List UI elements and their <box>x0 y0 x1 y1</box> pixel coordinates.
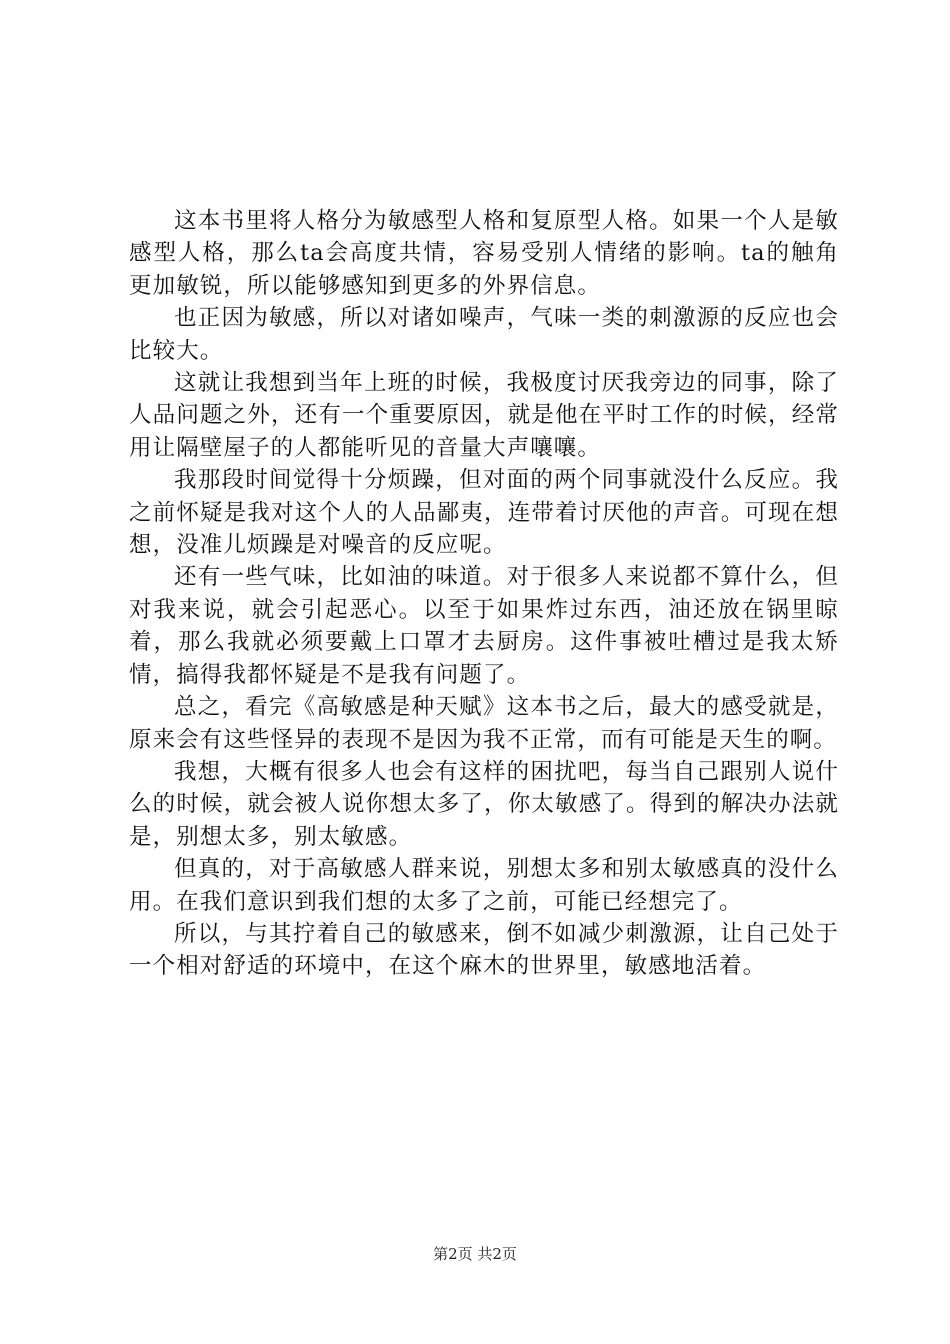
paragraph-5: 还有一些气味，比如油的味道。对于很多人来说都不算什么，但对我来说，就会引起恶心。以至于如果炸过东西，油还放在锅里晾着，那么我就必须要戴上口罩才去厨房。这件事被吐槽过是我太矫情，搞得我都怀疑是不是我有问题了。 <box>129 564 839 688</box>
paragraph-6: 总之，看完《高敏感是种天赋》这本书之后，最大的感受就是，原来会有这些怪异的表现不是因为我不正常，而有可能是天生的啊。 <box>129 694 839 753</box>
paragraph-1: 这本书里将人格分为敏感型人格和复原型人格。如果一个人是敏感型人格，那么ta会高度共情，容易受别人情绪的影响。ta的触角更加敏锐，所以能够感知到更多的外界信息。 <box>129 208 839 299</box>
paragraph-7: 我想，大概有很多人也会有这样的困扰吧，每当自己跟别人说什么的时候，就会被人说你想太多了，你太敏感了。得到的解决办法就是，别想太多，别太敏感。 <box>129 758 839 850</box>
document-body <box>129 205 839 983</box>
paragraph-9: 所以，与其拧着自己的敏感来，倒不如减少刺激源，让自己处于一个相对舒适的环境中，在这个麻木的世界里，敏感地活着。 <box>129 920 839 980</box>
paragraph-4: 我那段时间觉得十分烦躁，但对面的两个同事就没什么反应。我之前怀疑是我对这个人的人品鄙夷，连带着讨厌他的声音。可现在想想，没准儿烦躁是对噪音的反应呢。 <box>129 467 839 559</box>
paragraph-8: 但真的，对于高敏感人群来说，别想太多和别太敏感真的没什么用。在我们意识到我们想的太多了之前，可能已经想完了。 <box>129 856 839 915</box>
paragraph-3: 这就让我想到当年上班的时候，我极度讨厌我旁边的同事，除了人品问题之外，还有一个重要原因，就是他在平时工作的时候，经常用让隔壁屋子的人都能听见的音量大声嚷嚷。 <box>129 370 839 461</box>
page-number-footer: 第2页 共2页 <box>433 1245 517 1263</box>
paragraph-2: 也正因为敏感，所以对诸如噪声，气味一类的刺激源的反应也会比较大。 <box>129 305 839 364</box>
